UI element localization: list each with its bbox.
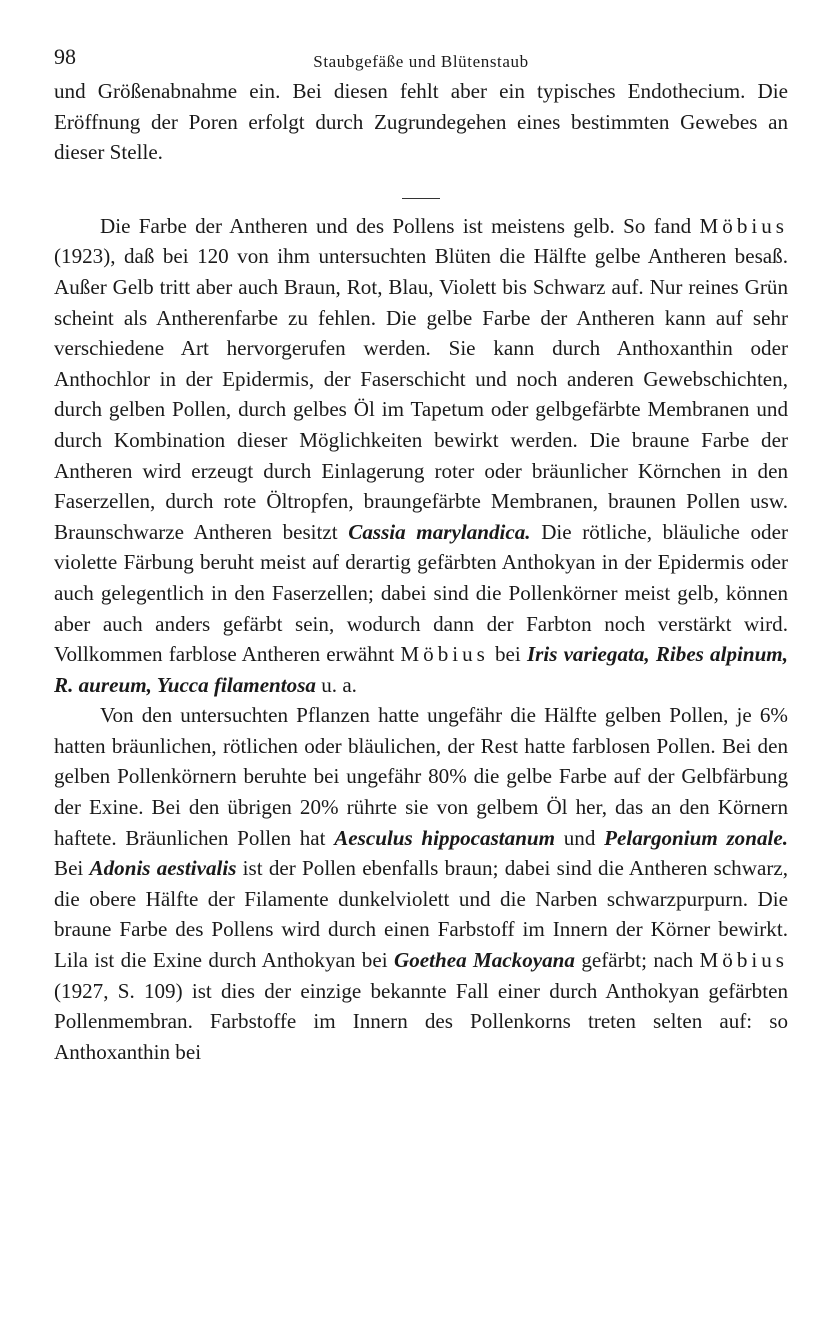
species-name: Cassia marylandica.	[348, 519, 531, 544]
page-header	[54, 38, 788, 76]
text-run: Die rötliche, bläuliche oder violette Färbung beruht meist auf derartig gefärbten Anthokyan in der Epidermis oder auch gelegentlich in den Faserzellen; dabei sind die Pollenkörner meist gelb, können aber auch anders gefärbt sein, wodurch dann der Farbton noch verstärkt wird. Vollkommen farblose Antheren erwähnt	[54, 519, 788, 667]
paragraph-3	[54, 700, 788, 1067]
paragraph-1	[54, 76, 788, 168]
body-text	[54, 76, 788, 1067]
species-name: Goethea Mackoyana	[393, 948, 575, 973]
species-name: Aesculus hippocastanum	[334, 825, 556, 850]
author-name: Möbius	[699, 213, 788, 238]
species-name: Iris variegata, Ribes alpinum, R. aureum, Yucca filamentosa	[54, 642, 788, 697]
text-run: Von den untersuchten Pflanzen hatte ungefähr die Hälfte gelben Pollen, je 6% hatten bräunlichen, rötlichen oder bläulichen, der Rest hatte farblosen Pollen. Bei den gelben Pollenkörnern beruhte bei ungefähr 80% die gelbe Farbe auf der Gelbfärbung der Exine. Bei den übrigen 20% rührte sie von gelbem Öl her, das an den Körnern haftete. Bräunlichen Pollen hat	[54, 703, 788, 850]
species-name: Adonis aestivalis	[89, 856, 237, 881]
text-run: Die Farbe der Antheren und des Pollens ist meistens gelb. So fand	[100, 213, 700, 238]
text-run: u. a.	[315, 672, 357, 697]
text-run: Bei	[54, 856, 90, 881]
text-run: ist der Pollen ebenfalls braun; dabei sind die Antheren schwarz, die obere Hälfte der Filamente dunkelviolett und die Narben schwarzpurpurn. Die braune Farbe des Pollens wird durch einen Farbstoff im Innern der Körner bewirkt. Lila ist die Exine durch Anthokyan bei	[54, 856, 788, 973]
text-run: gefärbt; nach	[574, 948, 700, 973]
paragraph-2	[54, 211, 788, 701]
author-name: Möbius	[699, 948, 788, 973]
section-separator	[402, 198, 440, 199]
text-run: bei	[488, 642, 527, 667]
running-title: Staubgefäße und Blütenstaub	[313, 52, 529, 71]
author-name: Möbius	[400, 642, 489, 667]
text-run: (1927, S. 109) ist dies der einzige bekannte Fall einer durch Anthokyan gefärbten Pollenmembran. Farbstoffe im Innern des Pollenkorns treten selten auf: so Anthoxanthin bei	[54, 978, 788, 1064]
species-name: Pelargonium zonale.	[604, 825, 789, 850]
paragraph-1-text: und Größenabnahme ein. Bei diesen fehlt aber ein typisches Endothecium. Die Eröffnung der Poren erfolgt durch Zugrundegehen eines bestimmten Gewebes an dieser Stelle.	[54, 79, 788, 165]
page-number: 98	[54, 44, 76, 69]
text-run: und	[555, 825, 605, 850]
text-run: (1923), daß bei 120 von ihm untersuchten Blüten die Hälfte gelbe Antheren besaß. Außer Gelb tritt aber auch Braun, Rot, Blau, Violett bis Schwarz auf. Nur reines Grün scheint als Antherenfarbe zu fehlen. Die gelbe Farbe der Antheren kann auf sehr verschiedene Art hervorgerufen werden. Sie kann durch Anthoxanthin oder Anthochlor in der Epidermis, der Faserschicht und noch anderen Gewebschichten, durch gelben Pollen, durch gelbes Öl im Tapetum oder gelbgefärbte Membranen und durch Kombination dieser Möglichkeiten bewirkt werden. Die braune Farbe der Antheren wird erzeugt durch Einlagerung roter oder bräunlicher Körnchen in den Faserzellen, durch rote Öltropfen, braungefärbte Membranen, braunen Pollen usw. Braunschwarze Antheren besitzt	[54, 244, 788, 544]
